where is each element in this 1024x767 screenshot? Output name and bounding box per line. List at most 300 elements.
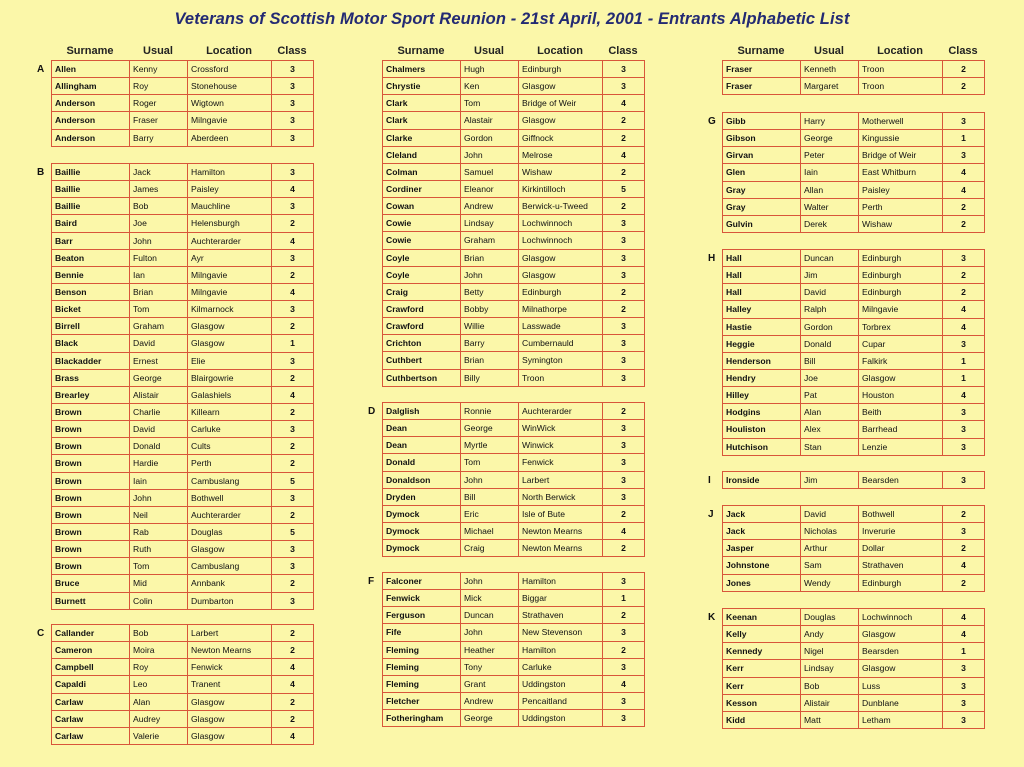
usual-name-cell: Mick	[461, 590, 519, 606]
table-row	[52, 318, 314, 335]
surname-cell: Clark	[383, 95, 461, 111]
location-cell: WinWick	[519, 420, 603, 436]
class-cell: 4	[272, 387, 314, 403]
class-cell: 4	[943, 164, 985, 180]
class-cell: 2	[272, 404, 314, 420]
surname-cell: Birrell	[52, 318, 130, 334]
class-cell: 3	[603, 370, 645, 386]
class-cell: 4	[272, 659, 314, 675]
usual-name-cell: Jack	[130, 164, 188, 180]
table-row	[723, 78, 985, 95]
surname-cell: Jasper	[723, 540, 801, 556]
table-row	[52, 421, 314, 438]
table-row	[52, 301, 314, 318]
location-cell: Tranent	[188, 676, 272, 692]
table-row	[52, 728, 314, 745]
location-cell: Auchterarder	[188, 233, 272, 249]
location-cell: Cults	[188, 438, 272, 454]
location-cell: Hamilton	[519, 642, 603, 658]
class-cell: 2	[272, 438, 314, 454]
class-cell: 4	[603, 676, 645, 692]
class-cell: 2	[943, 61, 985, 77]
table-row	[52, 558, 314, 575]
table-row	[383, 318, 645, 335]
table-row	[723, 387, 985, 404]
location-cell: Winwick	[519, 437, 603, 453]
class-cell: 4	[272, 181, 314, 197]
class-cell: 4	[272, 284, 314, 300]
table-row	[52, 181, 314, 198]
location-cell: Helensburgh	[188, 215, 272, 231]
table-row	[723, 250, 985, 267]
surname-cell: Barr	[52, 233, 130, 249]
class-cell: 4	[603, 523, 645, 539]
surname-cell: Coyle	[383, 250, 461, 266]
surname-cell: Kesson	[723, 695, 801, 711]
usual-name-cell: Betty	[461, 284, 519, 300]
location-cell: Kilmarnock	[188, 301, 272, 317]
surname-cell: Cordiner	[383, 181, 461, 197]
usual-name-cell: Ronnie	[461, 403, 519, 419]
usual-name-cell: Harry	[801, 113, 859, 129]
location-cell: Kirkintilloch	[519, 181, 603, 197]
location-cell: Kingussie	[859, 130, 943, 146]
class-cell: 3	[603, 78, 645, 94]
surname-cell: Crichton	[383, 335, 461, 351]
class-cell: 3	[943, 439, 985, 455]
table-row	[52, 473, 314, 490]
surname-cell: Ironside	[723, 472, 801, 488]
group-letter: D	[368, 406, 376, 417]
header-usual: Usual	[143, 45, 173, 57]
surname-cell: Carlaw	[52, 711, 130, 727]
usual-name-cell: Bill	[461, 489, 519, 505]
table-row	[723, 540, 985, 557]
table-row	[383, 267, 645, 284]
usual-name-cell: Nigel	[801, 643, 859, 659]
table-row	[383, 112, 645, 129]
surname-cell: Black	[52, 335, 130, 351]
location-cell: Torbrex	[859, 319, 943, 335]
table-row	[52, 387, 314, 404]
table-row	[723, 336, 985, 353]
usual-name-cell: Ralph	[801, 301, 859, 317]
location-cell: Giffnock	[519, 130, 603, 146]
table-row	[52, 95, 314, 112]
location-cell: Milngavie	[188, 267, 272, 283]
group-letter: A	[37, 64, 45, 75]
header-class: Class	[608, 45, 638, 57]
surname-cell: Ferguson	[383, 607, 461, 623]
usual-name-cell: Alan	[801, 404, 859, 420]
table-row	[723, 284, 985, 301]
usual-name-cell: Duncan	[801, 250, 859, 266]
surname-cell: Brass	[52, 370, 130, 386]
location-cell: Fenwick	[188, 659, 272, 675]
table-row	[383, 250, 645, 267]
location-cell: New Stevenson	[519, 624, 603, 640]
usual-name-cell: Iain	[130, 473, 188, 489]
surname-cell: Hall	[723, 284, 801, 300]
usual-name-cell: Andrew	[461, 198, 519, 214]
usual-name-cell: Alistair	[130, 387, 188, 403]
location-cell: Milngavie	[188, 112, 272, 128]
surname-cell: Jack	[723, 523, 801, 539]
usual-name-cell: Brian	[461, 250, 519, 266]
class-cell: 2	[603, 506, 645, 522]
usual-name-cell: Tony	[461, 659, 519, 675]
usual-name-cell: David	[130, 421, 188, 437]
class-cell: 2	[603, 642, 645, 658]
table-row	[383, 403, 645, 420]
usual-name-cell: Ian	[130, 267, 188, 283]
class-cell: 3	[943, 695, 985, 711]
location-cell: Bothwell	[859, 506, 943, 522]
table-row	[723, 199, 985, 216]
usual-name-cell: John	[130, 490, 188, 506]
table-row	[383, 642, 645, 659]
location-cell: Bearsden	[859, 643, 943, 659]
location-cell: Glasgow	[188, 711, 272, 727]
entrant-group	[51, 163, 314, 610]
usual-name-cell: Sam	[801, 557, 859, 573]
table-row	[723, 506, 985, 523]
location-cell: Troon	[859, 61, 943, 77]
table-row	[383, 573, 645, 590]
surname-cell: Benson	[52, 284, 130, 300]
usual-name-cell: Douglas	[801, 609, 859, 625]
table-row	[723, 523, 985, 540]
usual-name-cell: Bob	[130, 625, 188, 641]
class-cell: 3	[272, 353, 314, 369]
usual-name-cell: Neil	[130, 507, 188, 523]
surname-cell: Allingham	[52, 78, 130, 94]
location-cell: Paisley	[859, 182, 943, 198]
surname-cell: Brown	[52, 421, 130, 437]
usual-name-cell: Bob	[130, 198, 188, 214]
class-cell: 3	[272, 541, 314, 557]
location-cell: Cambuslang	[188, 558, 272, 574]
table-row	[723, 472, 985, 489]
location-cell: Glasgow	[188, 694, 272, 710]
header-class: Class	[948, 45, 978, 57]
surname-cell: Hall	[723, 267, 801, 283]
usual-name-cell: Barry	[130, 130, 188, 146]
surname-cell: Kerr	[723, 660, 801, 676]
class-cell: 3	[943, 523, 985, 539]
surname-cell: Hall	[723, 250, 801, 266]
header-class: Class	[277, 45, 307, 57]
surname-cell: Hendry	[723, 370, 801, 386]
surname-cell: Cleland	[383, 147, 461, 163]
table-row	[383, 335, 645, 352]
table-row	[723, 421, 985, 438]
location-cell: Carluke	[519, 659, 603, 675]
location-cell: Fenwick	[519, 454, 603, 470]
usual-name-cell: Hugh	[461, 61, 519, 77]
usual-name-cell: Roy	[130, 78, 188, 94]
surname-cell: Johnstone	[723, 557, 801, 573]
group-letter: C	[37, 628, 45, 639]
entrant-group	[51, 624, 314, 745]
location-cell: Newton Mearns	[519, 523, 603, 539]
class-cell: 2	[943, 199, 985, 215]
location-cell: Berwick-u-Tweed	[519, 198, 603, 214]
surname-cell: Cameron	[52, 642, 130, 658]
class-cell: 4	[943, 301, 985, 317]
location-cell: Hamilton	[188, 164, 272, 180]
entrant-group	[722, 60, 985, 95]
location-cell: Carluke	[188, 421, 272, 437]
class-cell: 3	[943, 421, 985, 437]
location-cell: Larbert	[519, 472, 603, 488]
location-cell: Glasgow	[859, 370, 943, 386]
location-cell: Paisley	[188, 181, 272, 197]
surname-cell: Falconer	[383, 573, 461, 589]
class-cell: 3	[272, 250, 314, 266]
usual-name-cell: Graham	[130, 318, 188, 334]
table-row	[52, 711, 314, 728]
class-cell: 1	[943, 353, 985, 369]
surname-cell: Cuthbertson	[383, 370, 461, 386]
table-row	[383, 489, 645, 506]
usual-name-cell: Barry	[461, 335, 519, 351]
usual-name-cell: Walter	[801, 199, 859, 215]
usual-name-cell: Duncan	[461, 607, 519, 623]
location-cell: Dunblane	[859, 695, 943, 711]
table-row	[52, 524, 314, 541]
entrant-group	[722, 505, 985, 592]
table-row	[383, 624, 645, 641]
class-cell: 2	[272, 370, 314, 386]
location-cell: Luss	[859, 678, 943, 694]
location-cell: Glasgow	[188, 541, 272, 557]
class-cell: 3	[272, 421, 314, 437]
class-cell: 2	[943, 267, 985, 283]
column-header	[51, 45, 313, 59]
table-row	[383, 164, 645, 181]
usual-name-cell: Lindsay	[801, 660, 859, 676]
usual-name-cell: Matt	[801, 712, 859, 728]
location-cell: Strathaven	[519, 607, 603, 623]
surname-cell: Bruce	[52, 575, 130, 591]
class-cell: 3	[943, 678, 985, 694]
table-row	[52, 455, 314, 472]
surname-cell: Girvan	[723, 147, 801, 163]
class-cell: 2	[272, 267, 314, 283]
surname-cell: Fleming	[383, 676, 461, 692]
surname-cell: Gray	[723, 199, 801, 215]
entrant-group	[722, 471, 985, 489]
table-row	[383, 590, 645, 607]
usual-name-cell: Donald	[801, 336, 859, 352]
location-cell: Edinburgh	[859, 284, 943, 300]
surname-cell: Hutchison	[723, 439, 801, 455]
table-row	[52, 676, 314, 693]
usual-name-cell: Valerie	[130, 728, 188, 744]
table-row	[383, 78, 645, 95]
surname-cell: Carlaw	[52, 694, 130, 710]
surname-cell: Allen	[52, 61, 130, 77]
table-row	[383, 181, 645, 198]
class-cell: 2	[603, 198, 645, 214]
table-row	[723, 182, 985, 199]
group-letter: B	[37, 167, 45, 178]
class-cell: 3	[603, 250, 645, 266]
table-row	[52, 130, 314, 147]
surname-cell: Donaldson	[383, 472, 461, 488]
class-cell: 1	[943, 643, 985, 659]
class-cell: 3	[272, 130, 314, 146]
table-row	[383, 198, 645, 215]
class-cell: 3	[603, 267, 645, 283]
usual-name-cell: Myrtle	[461, 437, 519, 453]
table-row	[383, 693, 645, 710]
location-cell: Glasgow	[859, 660, 943, 676]
usual-name-cell: Wendy	[801, 575, 859, 591]
location-cell: Bearsden	[859, 472, 943, 488]
usual-name-cell: Tom	[130, 558, 188, 574]
table-row	[723, 609, 985, 626]
location-cell: Lenzie	[859, 439, 943, 455]
usual-name-cell: Alistair	[801, 695, 859, 711]
class-cell: 2	[272, 455, 314, 471]
table-row	[52, 438, 314, 455]
table-row	[383, 232, 645, 249]
location-cell: Auchterarder	[519, 403, 603, 419]
class-cell: 2	[943, 540, 985, 556]
surname-cell: Blackadder	[52, 353, 130, 369]
table-row	[723, 147, 985, 164]
table-row	[52, 61, 314, 78]
class-cell: 2	[272, 575, 314, 591]
location-cell: Dumbarton	[188, 593, 272, 609]
location-cell: Killearn	[188, 404, 272, 420]
table-row	[52, 541, 314, 558]
location-cell: Bridge of Weir	[519, 95, 603, 111]
usual-name-cell: Brian	[130, 284, 188, 300]
location-cell: Bothwell	[188, 490, 272, 506]
class-cell: 4	[943, 319, 985, 335]
class-cell: 3	[603, 693, 645, 709]
class-cell: 3	[943, 472, 985, 488]
class-cell: 3	[272, 95, 314, 111]
surname-cell: Cowan	[383, 198, 461, 214]
location-cell: Galashiels	[188, 387, 272, 403]
surname-cell: Clark	[383, 112, 461, 128]
location-cell: Melrose	[519, 147, 603, 163]
class-cell: 3	[272, 61, 314, 77]
usual-name-cell: Audrey	[130, 711, 188, 727]
surname-cell: Fotheringham	[383, 710, 461, 726]
table-row	[52, 233, 314, 250]
surname-cell: Bicket	[52, 301, 130, 317]
table-row	[52, 250, 314, 267]
usual-name-cell: Roger	[130, 95, 188, 111]
class-cell: 4	[943, 609, 985, 625]
table-row	[52, 198, 314, 215]
class-cell: 3	[603, 420, 645, 436]
header-surname: Surname	[397, 45, 445, 57]
usual-name-cell: Rab	[130, 524, 188, 540]
table-row	[723, 319, 985, 336]
class-cell: 3	[603, 472, 645, 488]
surname-cell: Craig	[383, 284, 461, 300]
location-cell: Elie	[188, 353, 272, 369]
table-row	[723, 695, 985, 712]
surname-cell: Crawford	[383, 301, 461, 317]
class-cell: 4	[603, 95, 645, 111]
class-cell: 2	[603, 607, 645, 623]
location-cell: Beith	[859, 404, 943, 420]
group-letter: F	[368, 576, 375, 587]
class-cell: 4	[943, 557, 985, 573]
location-cell: Uddingston	[519, 676, 603, 692]
surname-cell: Brown	[52, 507, 130, 523]
entrant-group	[722, 249, 985, 456]
table-row	[52, 593, 314, 610]
table-row	[383, 95, 645, 112]
class-cell: 3	[272, 558, 314, 574]
location-cell: Cupar	[859, 336, 943, 352]
table-row	[723, 113, 985, 130]
location-cell: Edinburgh	[519, 284, 603, 300]
surname-cell: Brown	[52, 438, 130, 454]
table-row	[723, 575, 985, 592]
location-cell: Bridge of Weir	[859, 147, 943, 163]
surname-cell: Fletcher	[383, 693, 461, 709]
class-cell: 3	[603, 454, 645, 470]
header-location: Location	[206, 45, 252, 57]
class-cell: 2	[943, 78, 985, 94]
header-surname: Surname	[66, 45, 114, 57]
group-letter: I	[708, 475, 711, 486]
location-cell: Lochwinnoch	[859, 609, 943, 625]
usual-name-cell: Colin	[130, 593, 188, 609]
class-cell: 1	[272, 335, 314, 351]
surname-cell: Hilley	[723, 387, 801, 403]
surname-cell: Brown	[52, 541, 130, 557]
class-cell: 1	[943, 370, 985, 386]
location-cell: Edinburgh	[859, 267, 943, 283]
location-cell: Glasgow	[188, 335, 272, 351]
usual-name-cell: Alan	[130, 694, 188, 710]
usual-name-cell: Pat	[801, 387, 859, 403]
location-cell: Pencaitland	[519, 693, 603, 709]
table-row	[52, 370, 314, 387]
usual-name-cell: Andy	[801, 626, 859, 642]
class-cell: 2	[603, 403, 645, 419]
class-cell: 4	[943, 387, 985, 403]
location-cell: Letham	[859, 712, 943, 728]
class-cell: 2	[943, 284, 985, 300]
location-cell: Edinburgh	[859, 250, 943, 266]
surname-cell: Fraser	[723, 61, 801, 77]
surname-cell: Fife	[383, 624, 461, 640]
entrant-group	[382, 572, 645, 727]
usual-name-cell: Billy	[461, 370, 519, 386]
usual-name-cell: James	[130, 181, 188, 197]
surname-cell: Kidd	[723, 712, 801, 728]
location-cell: Glasgow	[188, 728, 272, 744]
surname-cell: Brown	[52, 455, 130, 471]
table-row	[383, 61, 645, 78]
table-row	[723, 216, 985, 233]
usual-name-cell: John	[461, 147, 519, 163]
location-cell: Glasgow	[519, 78, 603, 94]
class-cell: 5	[603, 181, 645, 197]
usual-name-cell: Graham	[461, 232, 519, 248]
